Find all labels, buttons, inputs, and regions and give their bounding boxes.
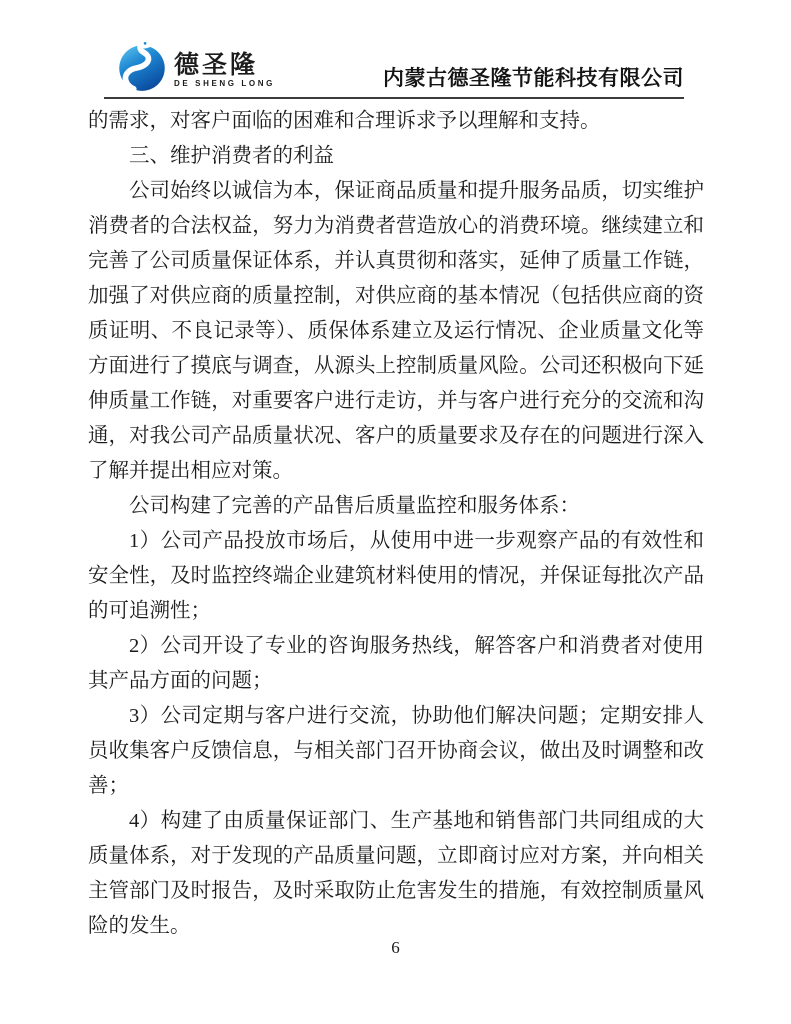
paragraph: 公司始终以诚信为本，保证商品质量和提升服务品质，切实维护消费者的合法权益，努力为消费者营造放心的消费环境。继续建立和完善了公司质量保证体系，并认真贯彻和落实，延伸了质量工作链，加强了对供应商的质量控制，对供应商的基本情况（包括供应商的资质证明、不良记录等）、质保体系建立及运行情况、企业质量文化等方面进行了摸底与调查，从源头上控制质量风险。公司还积极向下延伸质量工作链，对重要客户进行走访，并与客户进行充分的交流和沟通，对我公司产品质量状况、客户的质量要求及存在的问题进行深入了解并提出相应对策。 — [88, 180, 704, 482]
header-divider — [104, 97, 684, 99]
page-number: 6 — [391, 938, 400, 957]
section-heading: 三、维护消费者的利益 — [129, 145, 334, 167]
document-body — [88, 104, 704, 944]
list-item-2: 2）公司开设了专业的咨询服务热线，解答客户和消费者对使用其产品方面的问题； — [88, 635, 704, 692]
paragraph-continuation: 的需求，对客户面临的困难和合理诉求予以理解和支持。 — [88, 110, 601, 132]
logo-name: 德圣隆 — [174, 51, 259, 79]
list-item-3: 3）公司定期与客户进行交流，协助他们解决问题；定期安排人员收集客户反馈信息，与相关部门召开协商会议，做出及时调整和改善； — [88, 705, 704, 797]
header-company-name: 内蒙古德圣隆节能科技有限公司 — [383, 66, 684, 90]
list-item-1: 1）公司产品投放市场后，从使用中进一步观察产品的有效性和安全性，及时监控终端企业建筑材料使用的情况，并保证每批次产品的可追溯性； — [88, 530, 704, 622]
company-logo — [116, 32, 275, 94]
list-item-4: 4）构建了由质量保证部门、生产基地和销售部门共同组成的大质量体系，对于发现的产品质量问题，立即商讨应对方案，并向相关主管部门及时报告，及时采取防止危害发生的措施，有效控制质量风险的发生。 — [88, 810, 704, 937]
logo-text — [174, 52, 275, 88]
paragraph: 公司构建了完善的产品售后质量监控和服务体系： — [129, 495, 580, 517]
dragon-sphere-logo-icon — [116, 32, 168, 94]
logo-subtitle: DE SHENG LONG — [174, 79, 275, 88]
